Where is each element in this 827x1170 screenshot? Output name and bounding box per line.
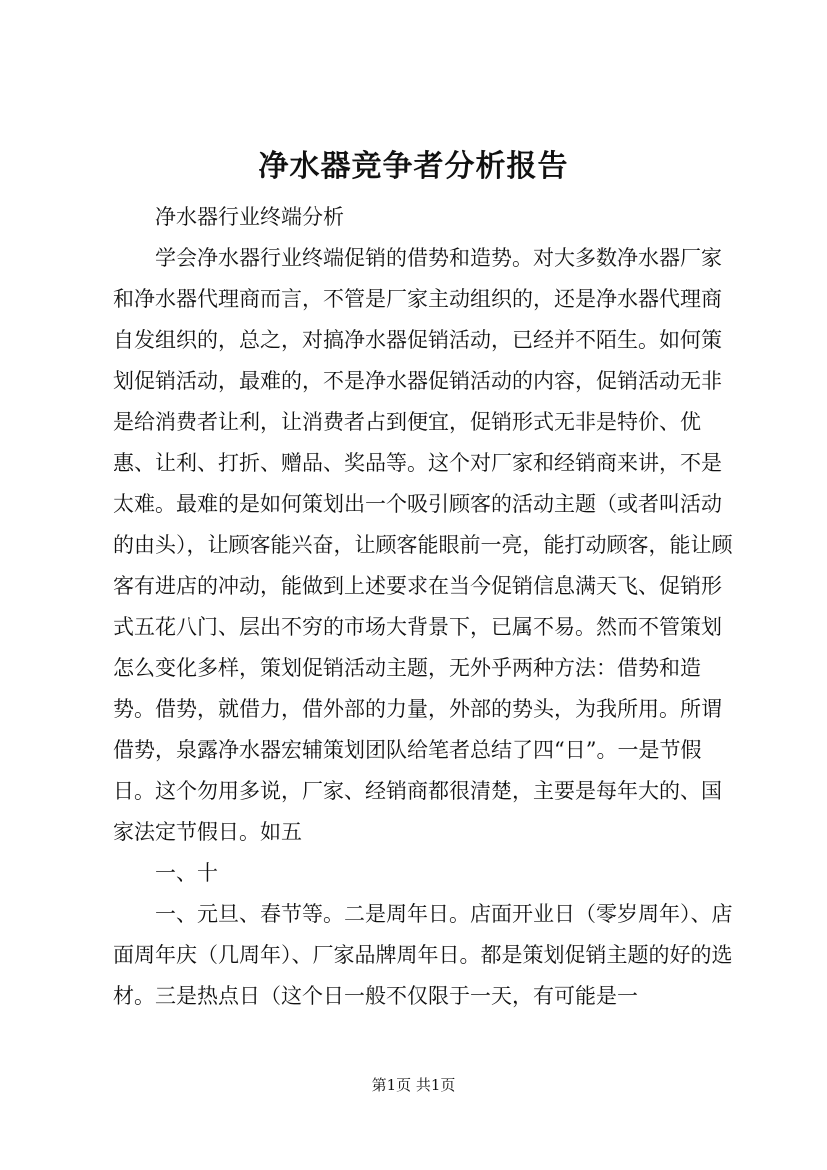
- document-body: [113, 197, 735, 1017]
- body-paragraph: 一、十: [155, 861, 218, 885]
- body-paragraph: 学会净水器行业终端促销的借势和造势。对大多数净水器厂家和净水器代理商而言，不管是厂家主动组织的，还是净水器代理商自发组织的，总之，对搞净水器促销活动，已经并不陌生。如何策划促销活动，最难的，不是净水器促销活动的内容，促销活动无非是给消费者让利，让消费者占到便宜，促销形式无非是特价、优惠、让利、打折、赠品、奖品等。这个对厂家和经销商来讲，不是太难。最难的是如何策划出一个吸引顾客的活动主题（或者叫活动的由头），让顾客能兴奋，让顾客能眼前一亮，能打动顾客，能让顾客有进店的冲动，能做到上述要求在当今促销信息满天飞、促销形式五花八门、层出不穷的市场大背景下，已属不易。然而不管策划怎么变化多样，策划促销活动主题，无外乎两种方法：借势和造势。借势，就借力，借外部的力量，外部的势头，为我所用。所谓借势，泉露净水器宏辅策划团队给笔者总结了四“日”。一是节假日。这个勿用多说，厂家、经销商都很清楚，主要是每年大的、国家法定节假日。如五: [113, 246, 733, 844]
- document-title: 净水器竞争者分析报告: [258, 149, 569, 184]
- body-paragraph: 一、元旦、春节等。二是周年日。店面开业日（零岁周年）、店面周年庆（几周年）、厂家品牌周年日。都是策划促销主题的好的选材。三是热点日（这个日一般不仅限于一天，有可能是一: [113, 902, 733, 1008]
- section-heading: 净水器行业终端分析: [155, 205, 344, 229]
- page-footer: 第1页 共1页: [371, 1076, 456, 1094]
